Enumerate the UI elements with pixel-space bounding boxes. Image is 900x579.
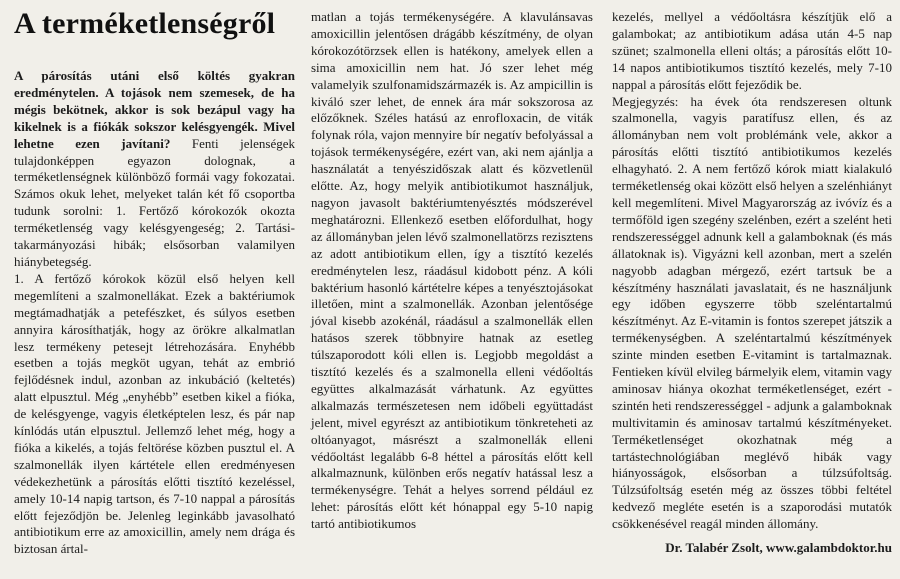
column-3-body: kezelés, mellyel a védőoltásra készítjük elő a galambokat; az antibiotikum adása után 4-5 nap szünet; szalmonella elleni oltás; a párosítás előtt 10-14 napos antibiotikumos tisztító kezelés, mely 7-10 nappal a párosítás előtt fejeződik be. Megjegyzés: ha évek óta rendszeresen oltunk szalmonella, vagyis paratífusz ellen, és az állományban nem volt problémánk vele, akkor a párosítás előtti tisztító antibiotikumos kezelés elhagyható. 2. A nem fertőző kórok miatt kialakuló terméketlenség okai között első helyen a szelénhiányt kell megemlíteni. Mivel Magyarország az ivóvíz és a termőföld igen szegény szelénben, ezért a szelént heti rendszerességgel adnunk kell a galamboknak (és más állatoknak is). Vigyázni kell azonban, mert a szelén nagyobb adagban mérgező, ezért tartsuk be a készítmény használati javaslatait, és ne használjunk egy időben egyszerre több szeléntartalmú készítményt. Az E-vitamin is fontos szerepet játszik a termékenységben. A szeléntartalmú készítmények szinte minden esetben E-vitamint is tartalmaznak. Fentieken kívül elvileg bármelyik elem, vitamin vagy aminosav hiánya okozhat terméketlenséget, ezért - szintén heti rendszerességgel - adjunk a galamboknak multivitamin és aminosav tartalmú készítményeket. Terméketlenséget okozhatnak még a tartástechnológiában meglévő hibák vagy hiányosságok, elsősorban a túlzsúfoltság. Túlzsúfoltság esetén még az összes többi feltétel kedvező megléte esetén is a szaporodási mutatók csökkenésével reagál minden állomány. [612,9,892,532]
lead-paragraph: A párosítás utáni első költés gyakran eredménytelen. A tojások nem szemesek, de ha mégis bekötnek, akkor is sok bezápul vagy ha kikelnek is a fiókák sokszor kelésgyengék. Mivel lehetne ezen javítani? [14,68,295,151]
article-title: A terméketlenségről [14,7,276,40]
column-1 [14,68,295,579]
author-signature: Dr. Talabér Zsolt, www.galambdoktor.hu [665,540,892,555]
column-2-body: matlan a tojás termékenységére. A klavulánsavas amoxicillin jelentősen drágább készítmény, de olyan kórokozótörzsek ellen is hatékony, amelyek ellen a sima amoxicillin nem hat. Jó szer lehet még valamelyik szulfonamidszármazék is. Az ampicillin is kiváló szer lehet, de ennek ára már sokszorosa az előzőknek. Széles hatású az enrofloxacin, de viták folynak róla, vajon mennyire bír negatív befolyással a tojások termékenységére, ezért van, aki nem ajánlja a használatát a tenyészidőszak alatt és közvetlenül előtte. Az, hogy melyik antibiotikumot használjuk, nagyon javasolt baktériumtenyésztés módszerével meghatározni. Ellenkező esetben előfordulhat, hogy az állományban jelen lévő szalmonellatörzs rezisztens az adott antibiotikum ellen, így a tisztító kezelés eredménytelen lesz, ráadásul kidobott pénz. A kóli baktérium hasonló kártételre képes a tenyésztojásokat illetően, mint a szalmonellák. Azonban jelentősége jóval kisebb azokénál, ráadásul a szalmonellák ellen hatásos szerek többnyire hatnak az esetleg túlszaporodott kóli ellen is. Legjobb megoldást a tisztító kezelés és a szalmonella elleni védőoltás együttes alkalmazását várhatunk. Az együttes alkalmazás természetesen nem időbeli együttadást jelent, mivel egyrészt az antibiotikum tönkreteheti az oltóanyagot, másrészt a szalmonellák elleni védőoltást legalább 6-8 héttel a párosítás előtt kell alkalmaznunk, különben erős negatív hatással lesz a termékenységre. Tehát a helyes sorrend például ez lehet: párosítás előtt két hónappal egy 5-10 napig tartó antibiotikumos [311,9,593,532]
column-2 [311,9,593,579]
column-1-text [14,68,295,558]
column-3 [612,9,892,579]
column-1-body: Fenti jelenségek tulajdonképpen egyazon dolognak, a terméketlenségnek különböző formái vagy fokozatai. Számos okuk lehet, melyeket talán két fő csoportba tudunk sorolni: 1. Fertőző kórokozók okozta terméketlenség vagy kelésgyengeség; 2. Tartási-takarmányozási hibák; elsősorban valamilyen hiánybetegség. 1. A fertőző kórokok közül első helyen kell megemlíteni a szalmonellákat. Ezek a baktériumok megtámadhatják a petefészket, és súlyos esetben annyira károsíthatják, hogy az örökre alkalmatlan lesz termékeny petesejt létrehozására. Enyhébb esetben a tojás megköt ugyan, tehát az embrió fejlődésnek indul, azonban az inkubáció (keltetés) alatt elpusztul. Még „enyhébb” esetben kikel a fióka, de kelésgyenge, vagyis életképtelen lesz, és pár nap kínlódás után elpusztul. Jellemző lehet még, hogy a fióka a kikelés, a tojás feltörése közben pusztul el. A szalmonellák ilyen kártétele ellen eredményesen védekezhetünk a párosítás előtti tisztító kezeléssel, amely 10-14 napig tartson, és 7-10 nappal a párosítás előtt fejeződjön be. Jelenleg leginkább javasolható antibiotikum erre az amoxicillin, amely nem drága és biztosan ártal- [14,135,295,557]
